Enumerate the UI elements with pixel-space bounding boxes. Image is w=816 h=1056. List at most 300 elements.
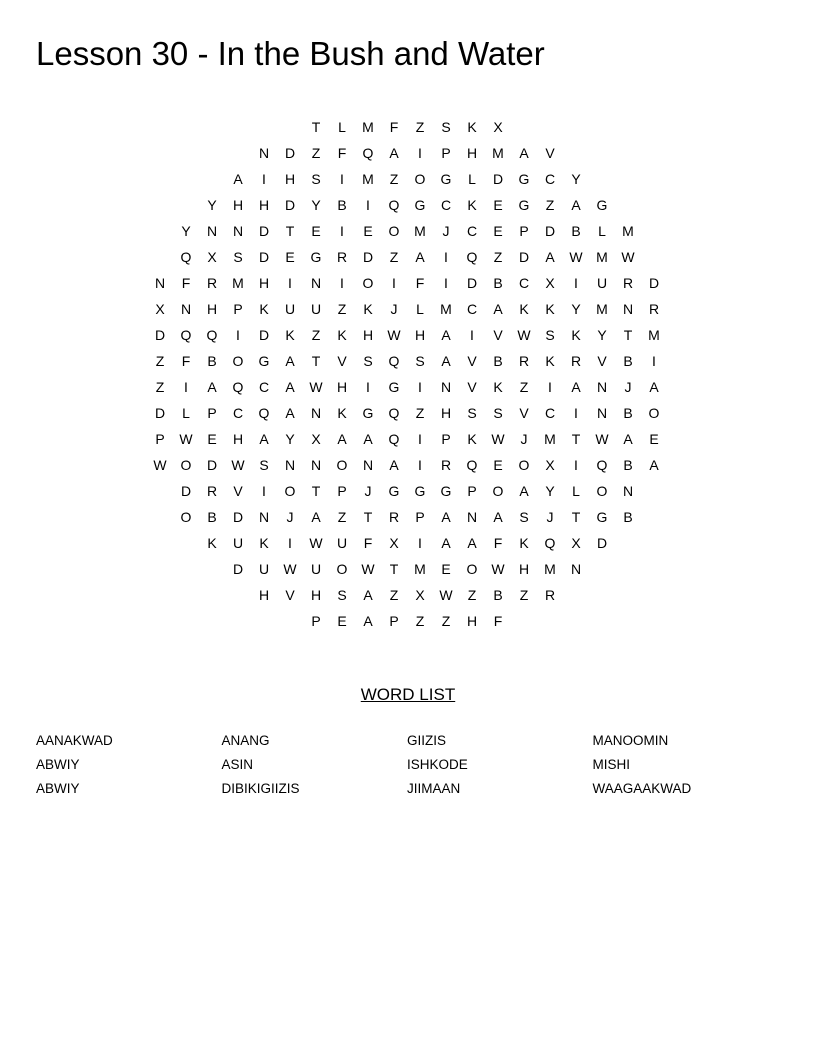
grid-letter: L: [416, 301, 424, 317]
grid-letter: S: [311, 171, 321, 187]
grid-letter: K: [467, 431, 477, 447]
grid-letter: D: [284, 145, 296, 161]
grid-letter: A: [441, 535, 451, 551]
grid-letter: X: [571, 535, 581, 551]
grid-letter: U: [232, 535, 244, 551]
grid-letter: I: [444, 275, 448, 291]
grid-letter: X: [155, 301, 165, 317]
grid-letter: N: [570, 561, 582, 577]
grid-letter: S: [415, 353, 425, 369]
grid-letter: I: [340, 275, 344, 291]
grid-letter: N: [180, 301, 192, 317]
grid-letter: Y: [285, 431, 295, 447]
grid-letter: F: [389, 119, 399, 135]
grid-row: [0, 478, 816, 504]
grid-letter: I: [184, 379, 188, 395]
grid-letter: N: [622, 301, 634, 317]
grid-letter: G: [440, 483, 452, 499]
grid-row: [0, 530, 816, 556]
grid-letter: N: [466, 509, 478, 525]
grid-letter: W: [153, 457, 167, 473]
grid-letter: R: [570, 353, 582, 369]
grid-letter: N: [310, 405, 322, 421]
grid-letter: W: [491, 431, 505, 447]
grid-letter: N: [622, 483, 634, 499]
grid-letter: O: [492, 483, 504, 499]
grid-letter: G: [518, 197, 530, 213]
grid-letter: Q: [388, 405, 400, 421]
grid-letter: R: [206, 275, 218, 291]
grid-row: [0, 192, 816, 218]
grid-letter: I: [652, 353, 656, 369]
grid-letter: B: [207, 353, 217, 369]
grid-letter: N: [232, 223, 244, 239]
grid-letter: G: [362, 405, 374, 421]
grid-letter: A: [207, 379, 217, 395]
word-list-heading: WORD LIST: [360, 685, 456, 704]
grid-letter: Z: [311, 327, 321, 343]
grid-letter: I: [236, 327, 240, 343]
grid-letter: K: [519, 535, 529, 551]
grid-letter: E: [363, 223, 373, 239]
grid-letter: C: [466, 223, 478, 239]
word-list-column: [593, 729, 773, 801]
word-search-grid: [0, 114, 816, 634]
grid-letter: S: [467, 405, 477, 421]
grid-letter: K: [467, 119, 477, 135]
grid-letter: C: [440, 197, 452, 213]
grid-letter: Q: [466, 249, 478, 265]
grid-letter: U: [310, 301, 322, 317]
grid-letter: A: [285, 379, 295, 395]
grid-letter: E: [207, 431, 217, 447]
grid-letter: I: [262, 483, 266, 499]
grid-letter: W: [517, 327, 531, 343]
grid-letter: C: [544, 171, 556, 187]
grid-letter: B: [623, 509, 633, 525]
grid-letter: H: [258, 587, 270, 603]
grid-letter: A: [571, 197, 581, 213]
grid-letter: V: [285, 587, 295, 603]
word-list-item: DIBIKIGIIZIS: [221, 781, 300, 796]
grid-letter: R: [648, 301, 660, 317]
grid-letter: Y: [311, 197, 321, 213]
grid-letter: Y: [597, 327, 607, 343]
grid-letter: X: [493, 119, 503, 135]
grid-letter: D: [362, 249, 374, 265]
word-list-item: ASIN: [221, 757, 254, 772]
grid-letter: A: [259, 431, 269, 447]
grid-letter: Z: [155, 353, 165, 369]
grid-letter: N: [596, 405, 608, 421]
grid-row: [0, 426, 816, 452]
grid-letter: W: [283, 561, 297, 577]
word-list-item: WAAGAAKWAD: [592, 781, 692, 796]
grid-letter: A: [519, 483, 529, 499]
word-list-column: [36, 729, 216, 801]
grid-letter: A: [389, 457, 399, 473]
grid-row: [0, 322, 816, 348]
grid-letter: Q: [258, 405, 270, 421]
grid-letter: E: [311, 223, 321, 239]
grid-letter: J: [442, 223, 450, 239]
grid-letter: Z: [441, 613, 451, 629]
grid-letter: O: [336, 561, 348, 577]
grid-letter: R: [622, 275, 634, 291]
grid-letter: E: [493, 457, 503, 473]
grid-letter: V: [467, 353, 477, 369]
grid-letter: A: [363, 431, 373, 447]
grid-letter: O: [518, 457, 530, 473]
grid-letter: M: [648, 327, 660, 343]
grid-letter: P: [311, 613, 321, 629]
grid-letter: Q: [388, 197, 400, 213]
grid-letter: V: [467, 379, 477, 395]
grid-letter: B: [623, 405, 633, 421]
grid-letter: K: [259, 535, 269, 551]
grid-letter: D: [232, 509, 244, 525]
grid-letter: A: [493, 509, 503, 525]
grid-letter: N: [310, 457, 322, 473]
grid-row: [0, 140, 816, 166]
grid-letter: D: [206, 457, 218, 473]
word-list-item: MANOOMIN: [592, 733, 669, 748]
grid-letter: Q: [362, 145, 374, 161]
grid-letter: T: [389, 561, 399, 577]
grid-letter: N: [258, 145, 270, 161]
grid-letter: A: [649, 379, 659, 395]
grid-letter: Z: [493, 249, 503, 265]
grid-letter: P: [207, 405, 217, 421]
grid-letter: Z: [467, 587, 477, 603]
grid-letter: K: [467, 197, 477, 213]
grid-letter: A: [519, 145, 529, 161]
grid-letter: K: [493, 379, 503, 395]
grid-letter: I: [444, 249, 448, 265]
grid-letter: J: [624, 379, 632, 395]
grid-letter: R: [440, 457, 452, 473]
grid-letter: S: [519, 509, 529, 525]
word-list-item: GIIZIS: [407, 733, 447, 748]
grid-letter: W: [309, 379, 323, 395]
grid-letter: A: [571, 379, 581, 395]
grid-letter: E: [441, 561, 451, 577]
grid-letter: W: [309, 535, 323, 551]
grid-letter: U: [596, 275, 608, 291]
grid-letter: C: [466, 301, 478, 317]
grid-letter: K: [259, 301, 269, 317]
grid-letter: Z: [389, 249, 399, 265]
grid-letter: G: [388, 379, 400, 395]
grid-letter: H: [232, 197, 244, 213]
grid-letter: Z: [415, 405, 425, 421]
grid-letter: K: [519, 301, 529, 317]
grid-letter: Y: [181, 223, 191, 239]
grid-letter: H: [336, 379, 348, 395]
grid-letter: A: [545, 249, 555, 265]
grid-letter: M: [362, 119, 374, 135]
grid-letter: F: [493, 613, 503, 629]
grid-letter: Z: [519, 379, 529, 395]
grid-letter: R: [336, 249, 348, 265]
grid-letter: K: [285, 327, 295, 343]
grid-letter: B: [493, 275, 503, 291]
grid-letter: I: [574, 457, 578, 473]
grid-letter: Z: [389, 587, 399, 603]
grid-letter: L: [468, 171, 476, 187]
grid-letter: C: [544, 405, 556, 421]
grid-letter: Z: [415, 613, 425, 629]
grid-letter: D: [492, 171, 504, 187]
grid-letter: Z: [337, 301, 347, 317]
grid-letter: D: [596, 535, 608, 551]
grid-letter: D: [154, 327, 166, 343]
grid-letter: M: [232, 275, 244, 291]
grid-letter: C: [232, 405, 244, 421]
grid-letter: G: [388, 483, 400, 499]
grid-letter: W: [595, 431, 609, 447]
grid-letter: A: [311, 509, 321, 525]
grid-letter: B: [493, 353, 503, 369]
grid-letter: Q: [466, 457, 478, 473]
grid-letter: A: [285, 353, 295, 369]
grid-letter: D: [544, 223, 556, 239]
page-title: Lesson 30 - In the Bush and Water: [36, 35, 545, 72]
grid-letter: S: [363, 353, 373, 369]
grid-letter: N: [362, 457, 374, 473]
grid-letter: R: [206, 483, 218, 499]
grid-letter: S: [545, 327, 555, 343]
grid-letter: E: [337, 613, 347, 629]
grid-letter: Z: [155, 379, 165, 395]
grid-letter: C: [518, 275, 530, 291]
grid-letter: H: [310, 587, 322, 603]
grid-letter: B: [207, 509, 217, 525]
grid-letter: W: [231, 457, 245, 473]
grid-letter: W: [569, 249, 583, 265]
grid-letter: M: [414, 223, 426, 239]
grid-letter: X: [389, 535, 399, 551]
grid-letter: G: [518, 171, 530, 187]
grid-letter: Y: [207, 197, 217, 213]
grid-letter: N: [206, 223, 218, 239]
grid-letter: F: [363, 535, 373, 551]
grid-letter: H: [466, 613, 478, 629]
grid-letter: T: [311, 119, 321, 135]
grid-letter: N: [440, 379, 452, 395]
grid-row: [0, 296, 816, 322]
grid-letter: K: [337, 405, 347, 421]
grid-letter: X: [207, 249, 217, 265]
grid-letter: A: [337, 431, 347, 447]
grid-letter: W: [361, 561, 375, 577]
grid-letter: H: [258, 197, 270, 213]
grid-letter: Q: [388, 431, 400, 447]
grid-letter: P: [441, 145, 451, 161]
grid-letter: T: [623, 327, 633, 343]
grid-letter: V: [597, 353, 607, 369]
grid-letter: D: [180, 483, 192, 499]
grid-letter: Z: [519, 587, 529, 603]
grid-letter: M: [362, 171, 374, 187]
grid-letter: Q: [206, 327, 218, 343]
grid-letter: V: [337, 353, 347, 369]
grid-letter: X: [545, 457, 555, 473]
grid-letter: I: [262, 171, 266, 187]
grid-row: [0, 348, 816, 374]
grid-letter: O: [648, 405, 660, 421]
grid-letter: A: [649, 457, 659, 473]
grid-letter: Q: [180, 249, 192, 265]
grid-letter: E: [649, 431, 659, 447]
word-list-item: ISHKODE: [407, 757, 468, 772]
grid-letter: P: [519, 223, 529, 239]
grid-letter: A: [441, 327, 451, 343]
grid-letter: K: [571, 327, 581, 343]
grid-letter: I: [574, 405, 578, 421]
grid-letter: S: [493, 405, 503, 421]
grid-letter: N: [284, 457, 296, 473]
grid-letter: Q: [232, 379, 244, 395]
grid-letter: E: [493, 223, 503, 239]
grid-letter: P: [337, 483, 347, 499]
grid-letter: D: [518, 249, 530, 265]
grid-letter: S: [441, 119, 451, 135]
grid-letter: H: [232, 431, 244, 447]
grid-row: [0, 582, 816, 608]
grid-letter: P: [467, 483, 477, 499]
grid-letter: H: [258, 275, 270, 291]
grid-letter: T: [363, 509, 373, 525]
grid-letter: I: [340, 171, 344, 187]
grid-letter: A: [363, 587, 373, 603]
grid-letter: A: [363, 613, 373, 629]
grid-letter: G: [596, 197, 608, 213]
grid-letter: U: [258, 561, 270, 577]
grid-letter: O: [388, 223, 400, 239]
grid-letter: Z: [545, 197, 555, 213]
grid-letter: A: [233, 171, 243, 187]
grid-letter: I: [574, 275, 578, 291]
grid-letter: O: [466, 561, 478, 577]
grid-letter: Q: [544, 535, 556, 551]
grid-letter: D: [258, 327, 270, 343]
grid-row: [0, 114, 816, 140]
grid-letter: E: [285, 249, 295, 265]
grid-letter: K: [545, 353, 555, 369]
grid-letter: G: [596, 509, 608, 525]
grid-letter: B: [623, 353, 633, 369]
word-list-item: AANAKWAD: [36, 733, 113, 748]
grid-letter: W: [621, 249, 635, 265]
grid-letter: K: [363, 301, 373, 317]
grid-letter: W: [491, 561, 505, 577]
grid-letter: D: [258, 249, 270, 265]
grid-letter: I: [418, 457, 422, 473]
grid-letter: B: [493, 587, 503, 603]
grid-letter: O: [180, 509, 192, 525]
grid-letter: P: [389, 613, 399, 629]
grid-letter: Q: [596, 457, 608, 473]
grid-letter: A: [285, 405, 295, 421]
grid-letter: Y: [545, 483, 555, 499]
grid-letter: B: [623, 457, 633, 473]
grid-letter: O: [232, 353, 244, 369]
grid-letter: I: [418, 431, 422, 447]
grid-letter: Q: [180, 327, 192, 343]
grid-letter: J: [520, 431, 528, 447]
grid-letter: M: [544, 561, 556, 577]
grid-letter: K: [545, 301, 555, 317]
grid-letter: P: [155, 431, 165, 447]
grid-letter: G: [310, 249, 322, 265]
grid-letter: Y: [571, 301, 581, 317]
grid-letter: U: [336, 535, 348, 551]
grid-letter: N: [310, 275, 322, 291]
grid-letter: C: [258, 379, 270, 395]
grid-letter: W: [179, 431, 193, 447]
grid-letter: L: [182, 405, 190, 421]
grid-letter: X: [545, 275, 555, 291]
grid-letter: I: [288, 535, 292, 551]
grid-letter: W: [439, 587, 453, 603]
grid-letter: I: [548, 379, 552, 395]
grid-row: [0, 400, 816, 426]
grid-letter: P: [233, 301, 243, 317]
grid-letter: M: [596, 301, 608, 317]
grid-letter: Q: [388, 353, 400, 369]
grid-letter: E: [493, 197, 503, 213]
word-list-item: JIIMAAN: [407, 781, 461, 796]
grid-letter: R: [388, 509, 400, 525]
grid-letter: N: [154, 275, 166, 291]
grid-letter: J: [546, 509, 554, 525]
word-list-item: ANANG: [221, 733, 270, 748]
word-list-column: [222, 729, 402, 801]
grid-letter: L: [338, 119, 346, 135]
grid-letter: T: [571, 509, 581, 525]
grid-letter: H: [440, 405, 452, 421]
grid-letter: R: [544, 587, 556, 603]
grid-letter: T: [311, 483, 321, 499]
grid-letter: Z: [311, 145, 321, 161]
grid-letter: L: [598, 223, 606, 239]
grid-letter: I: [392, 275, 396, 291]
grid-letter: F: [181, 353, 191, 369]
grid-letter: F: [415, 275, 425, 291]
grid-letter: F: [181, 275, 191, 291]
grid-letter: G: [414, 197, 426, 213]
grid-letter: N: [596, 379, 608, 395]
grid-row: [0, 374, 816, 400]
word-list-item: MISHI: [592, 757, 631, 772]
grid-letter: N: [258, 509, 270, 525]
grid-letter: A: [441, 353, 451, 369]
grid-letter: O: [596, 483, 608, 499]
grid-letter: P: [441, 431, 451, 447]
grid-letter: X: [415, 587, 425, 603]
grid-letter: I: [418, 535, 422, 551]
grid-row: [0, 608, 816, 634]
grid-letter: I: [366, 197, 370, 213]
grid-letter: F: [493, 535, 503, 551]
grid-letter: A: [467, 535, 477, 551]
grid-letter: B: [337, 197, 347, 213]
grid-letter: H: [284, 171, 296, 187]
grid-letter: I: [470, 327, 474, 343]
grid-letter: H: [206, 301, 218, 317]
grid-letter: I: [366, 379, 370, 395]
